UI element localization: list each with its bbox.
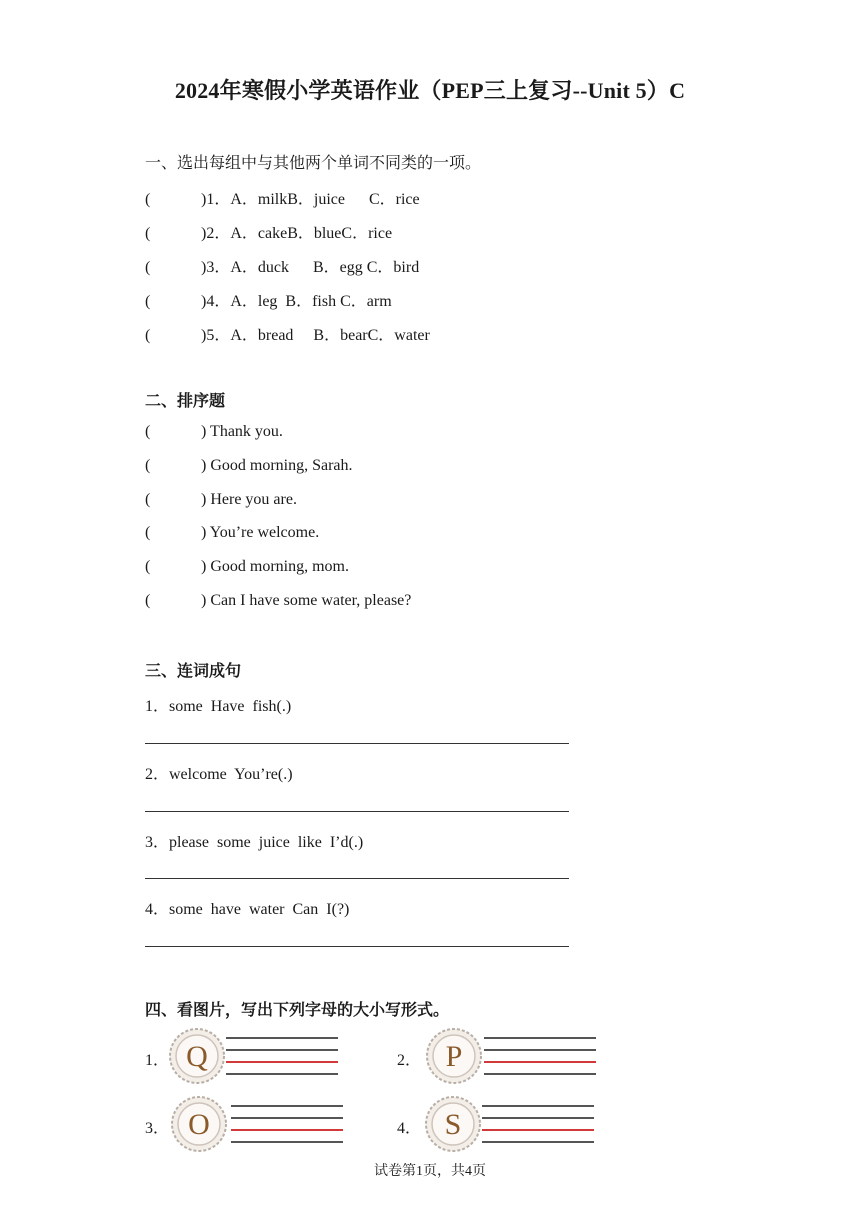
medallion-letter: O xyxy=(188,1108,210,1141)
sentence-prompt: 3．please some juice like I’d(.) xyxy=(145,834,364,851)
answer-paren[interactable]: ( xyxy=(145,457,151,474)
sentence-prompt: 2．welcome You’re(.) xyxy=(145,766,293,783)
answer-paren[interactable]: ( xyxy=(145,191,151,208)
medallion-letter: Q xyxy=(186,1040,208,1073)
answer-paren[interactable]: ( xyxy=(145,293,151,310)
section4-heading: 四、看图片，写出下列字母的大小写形式。 xyxy=(145,1002,450,1019)
answer-paren[interactable]: ( xyxy=(145,524,151,541)
dialog-text: ) Can I have some water, please? xyxy=(201,592,412,609)
section2-heading: 二、排序题 xyxy=(145,393,226,410)
item-number: 3． xyxy=(145,1120,170,1137)
answer-paren[interactable]: ( xyxy=(145,592,151,609)
answer-line[interactable] xyxy=(145,946,569,947)
answer-paren[interactable]: ( xyxy=(145,491,151,508)
answer-paren[interactable]: ( xyxy=(145,558,151,575)
medallion-letter: S xyxy=(444,1108,462,1141)
section3-heading: 三、连词成句 xyxy=(145,663,242,680)
answer-paren[interactable]: ( xyxy=(145,327,151,344)
question-row xyxy=(145,288,392,311)
medallion-letter: P xyxy=(445,1040,463,1073)
question-text: )1．A．milkB．juice C．rice xyxy=(201,191,420,208)
answer-paren[interactable]: ( xyxy=(145,225,151,242)
item-number: 1． xyxy=(145,1052,170,1069)
order-row xyxy=(145,558,349,576)
order-row xyxy=(145,423,283,441)
answer-line[interactable] xyxy=(145,878,569,879)
section1-heading: 一、选出每组中与其他两个单词不同类的一项。 xyxy=(145,155,482,172)
question-text: )2．A．cakeB．blueC．rice xyxy=(201,225,393,242)
order-row xyxy=(145,524,319,542)
question-row xyxy=(145,322,430,345)
letter-q-medallion-icon xyxy=(168,1027,226,1085)
sentence-prompt: 4．some have water Can I(?) xyxy=(145,901,350,918)
dialog-text: ) Good morning, Sarah. xyxy=(201,457,353,474)
order-row xyxy=(145,491,297,509)
answer-line[interactable] xyxy=(145,743,569,744)
item-number: 2． xyxy=(397,1052,422,1069)
letter-p-medallion-icon xyxy=(425,1027,483,1085)
question-text: )4．A．leg B．fish C．arm xyxy=(201,293,392,310)
dialog-text: ) Here you are. xyxy=(201,491,297,508)
question-text: )5．A．bread B．bearC．water xyxy=(201,327,430,344)
question-text: )3．A．duck B．egg C．bird xyxy=(201,259,420,276)
answer-line[interactable] xyxy=(145,811,569,812)
item-number: 4． xyxy=(397,1120,422,1137)
page-footer: 试卷第1页，共4页 xyxy=(374,1164,486,1179)
question-row xyxy=(145,254,419,277)
letter-o-medallion-icon xyxy=(170,1095,228,1153)
question-row xyxy=(145,186,420,209)
order-row xyxy=(145,592,411,610)
answer-paren[interactable]: ( xyxy=(145,423,151,440)
question-row xyxy=(145,220,392,243)
letter-s-medallion-icon xyxy=(424,1095,482,1153)
dialog-text: ) Good morning, mom. xyxy=(201,558,349,575)
order-row xyxy=(145,457,353,475)
dialog-text: ) You’re welcome. xyxy=(201,524,320,541)
page-title: 2024年寒假小学英语作业（PEP三上复习--Unit 5）C xyxy=(174,78,686,103)
sentence-prompt: 1．some Have fish(.) xyxy=(145,698,292,715)
answer-paren[interactable]: ( xyxy=(145,259,151,276)
dialog-text: ) Thank you. xyxy=(201,423,283,440)
